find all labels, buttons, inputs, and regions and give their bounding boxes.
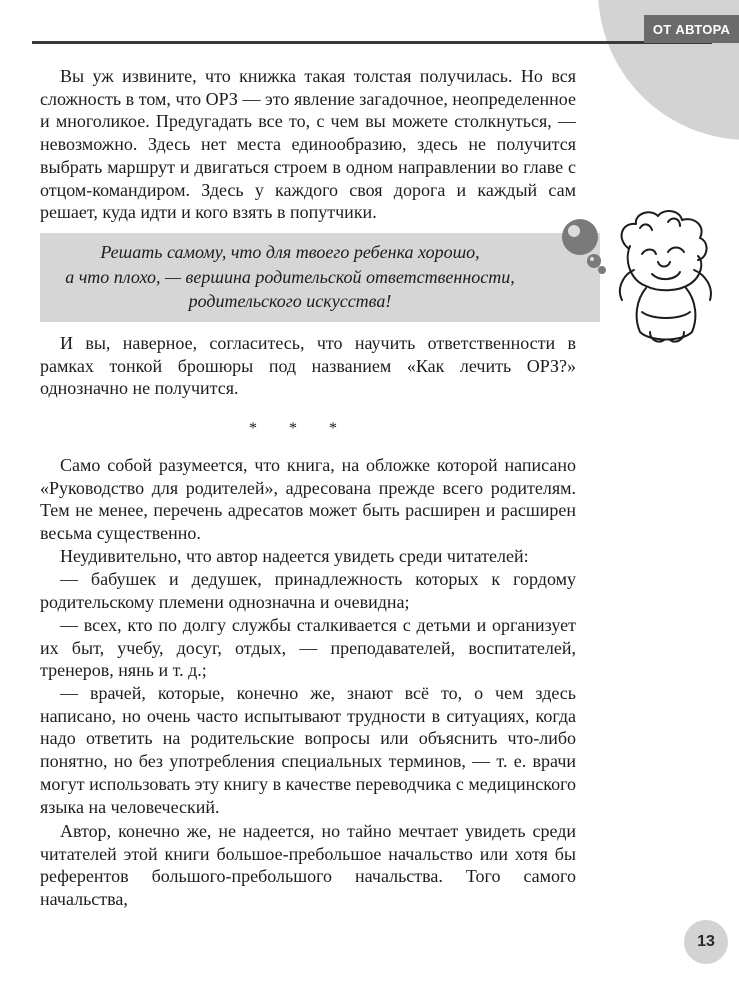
callout-line: родительского искусства! (188, 291, 392, 312)
paragraph-agree: И вы, наверное, согласитесь, что научить ответственности в рамках тонкой брошюры под названием «Как лечить ОРЗ?» однозначно не получится. (40, 333, 576, 399)
section-header-tab: ОТ АВТОРА (644, 15, 739, 43)
mascot-illustration (606, 208, 726, 348)
header-rule (32, 41, 712, 44)
list-item: — врачей, которые, конечно же, знают всё то, о чем здесь написано, но очень часто испытывают трудности в ситуациях, когда надо ответить на родительские вопросы или объяснить что-либо понятно, но без употребления специальных терминов, — т. е. врачи могут использовать эту книгу в качестве переводчика с медицинского языка на человеческий. (40, 683, 576, 817)
paragraph-readers: Неудивительно, что автор надеется увидеть среди читателей: (60, 546, 529, 566)
list-item: — всех, кто по долгу службы сталкивается с детьми и организует их быт, учебу, досуг, отдых, — преподавателей, воспитателей, тренеров, нянь и т. д.; (40, 615, 576, 681)
paragraph-dream: Автор, конечно же, не надеется, но тайно мечтает увидеть среди читателей этой книги большое-пребольшое начальство или хотя бы референтов большого-пребольшого начальства. Того самого начальства, (40, 821, 576, 910)
callout-line: Решать самому, что для твоего ребенка хорошо, (100, 242, 480, 262)
list-item: — бабушек и дедушек, принадлежность которых к гордому родительскому племени однозначна и очевидна; (40, 569, 576, 612)
thought-bubble-small (598, 266, 606, 274)
thought-bubble-large (562, 219, 598, 255)
paragraph-book: Само собой разумеется, что книга, на обложке которой написано «Руководство для родителей», адресована прежде всего родителям. Тем не менее, перечень адресатов может быть расширен и расширен весьма существенно. (40, 455, 576, 544)
page-number: 13 (697, 933, 715, 950)
callout-line: а что плохо, — вершина родительской ответственности, (65, 266, 515, 287)
callout-quote (40, 240, 540, 314)
section-separator: * * * (249, 420, 351, 437)
paragraph-intro: Вы уж извините, что книжка такая толстая получилась. Но вся сложность в том, что ОРЗ — это явление загадочное, неопределенное и многоликое. Предугадать все то, с чем вы можете столкнуться, — невозможно. Здесь нет места единообразию, здесь не получится выбрать маршрут и двигаться строем в одном направлении во главе с отцом-командиром. Здесь у каждого своя дорога и каждый сам решает, куда идти и кого взять в попутчики. (40, 66, 576, 223)
